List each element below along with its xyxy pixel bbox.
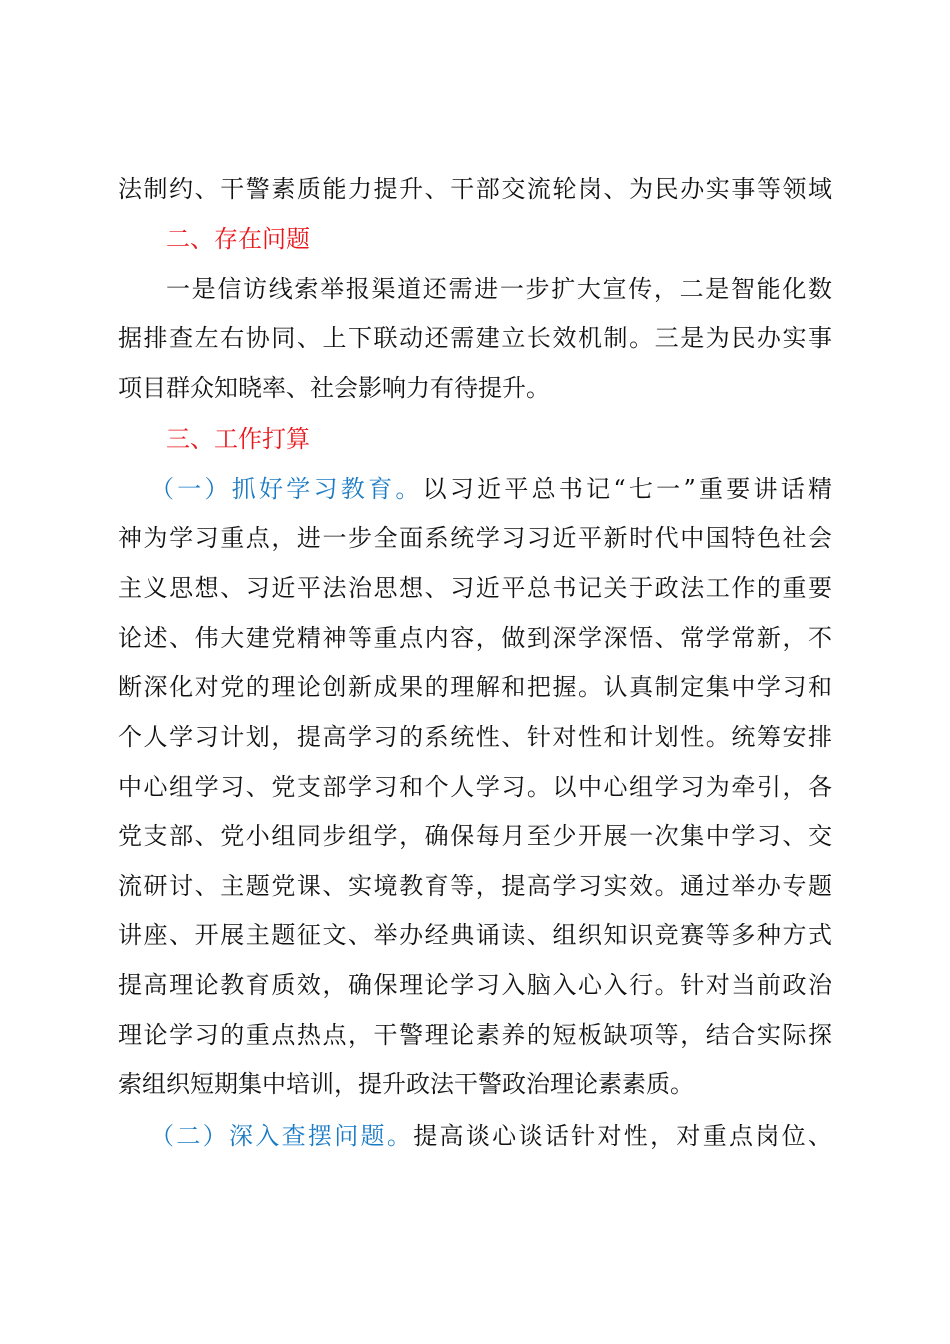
- body-line: 个人学习计划，提高学习的系统性、针对性和计划性。统筹安排: [118, 723, 832, 751]
- body-line: 法制约、干警素质能力提升、干部交流轮岗、为民办实事等领域: [118, 175, 832, 203]
- body-line: 党支部、党小组同步组学，确保每月至少开展一次集中学习、交: [118, 822, 832, 850]
- body-line: 神为学习重点，进一步全面系统学习习近平新时代中国特色社会: [118, 524, 832, 552]
- item1-first-line: [150, 474, 832, 504]
- body-line: 论述、伟大建党精神等重点内容，做到深学深悟、常学常新，不: [118, 624, 832, 652]
- item2-title: （二）深入查摆问题。: [150, 1122, 414, 1150]
- body-line: 索组织短期集中培训，提升政法干警政治理论素素质。: [118, 1070, 694, 1098]
- body-line: 中心组学习、党支部学习和个人学习。以中心组学习为牵引，各: [118, 773, 832, 801]
- body-line: 提高理论教育质效，确保理论学习入脑入心入行。针对当前政治: [118, 971, 832, 999]
- item2-first-line-text: 提高谈心谈话针对性，对重点岗位、: [413, 1122, 833, 1150]
- item2-first-line: [150, 1121, 832, 1151]
- body-line: 主义思想、习近平法治思想、习近平总书记关于政法工作的重要: [118, 574, 832, 602]
- body-line: 项目群众知晓率、社会影响力有待提升。: [118, 374, 550, 402]
- body-line: 据排查左右协同、上下联动还需建立长效机制。三是为民办实事: [118, 324, 832, 352]
- section-heading-problems: 二、存在问题: [166, 225, 310, 253]
- body-line: 流研讨、主题党课、实境教育等，提高学习实效。通过举办专题: [118, 872, 832, 900]
- body-line: 一是信访线索举报渠道还需进一步扩大宣传，二是智能化数: [166, 275, 832, 303]
- item1-first-line-text: 以习近平总书记“七一”重要讲话精: [422, 475, 833, 503]
- body-line: 理论学习的重点热点，干警理论素养的短板缺项等，结合实际探: [118, 1021, 832, 1049]
- section-heading-work-plan: 三、工作打算: [166, 425, 310, 453]
- body-line: 讲座、开展主题征文、举办经典诵读、组织知识竞赛等多种方式: [118, 921, 832, 949]
- body-line: 断深化对党的理论创新成果的理解和把握。认真制定集中学习和: [118, 673, 832, 701]
- item1-title: （一）抓好学习教育。: [150, 475, 423, 503]
